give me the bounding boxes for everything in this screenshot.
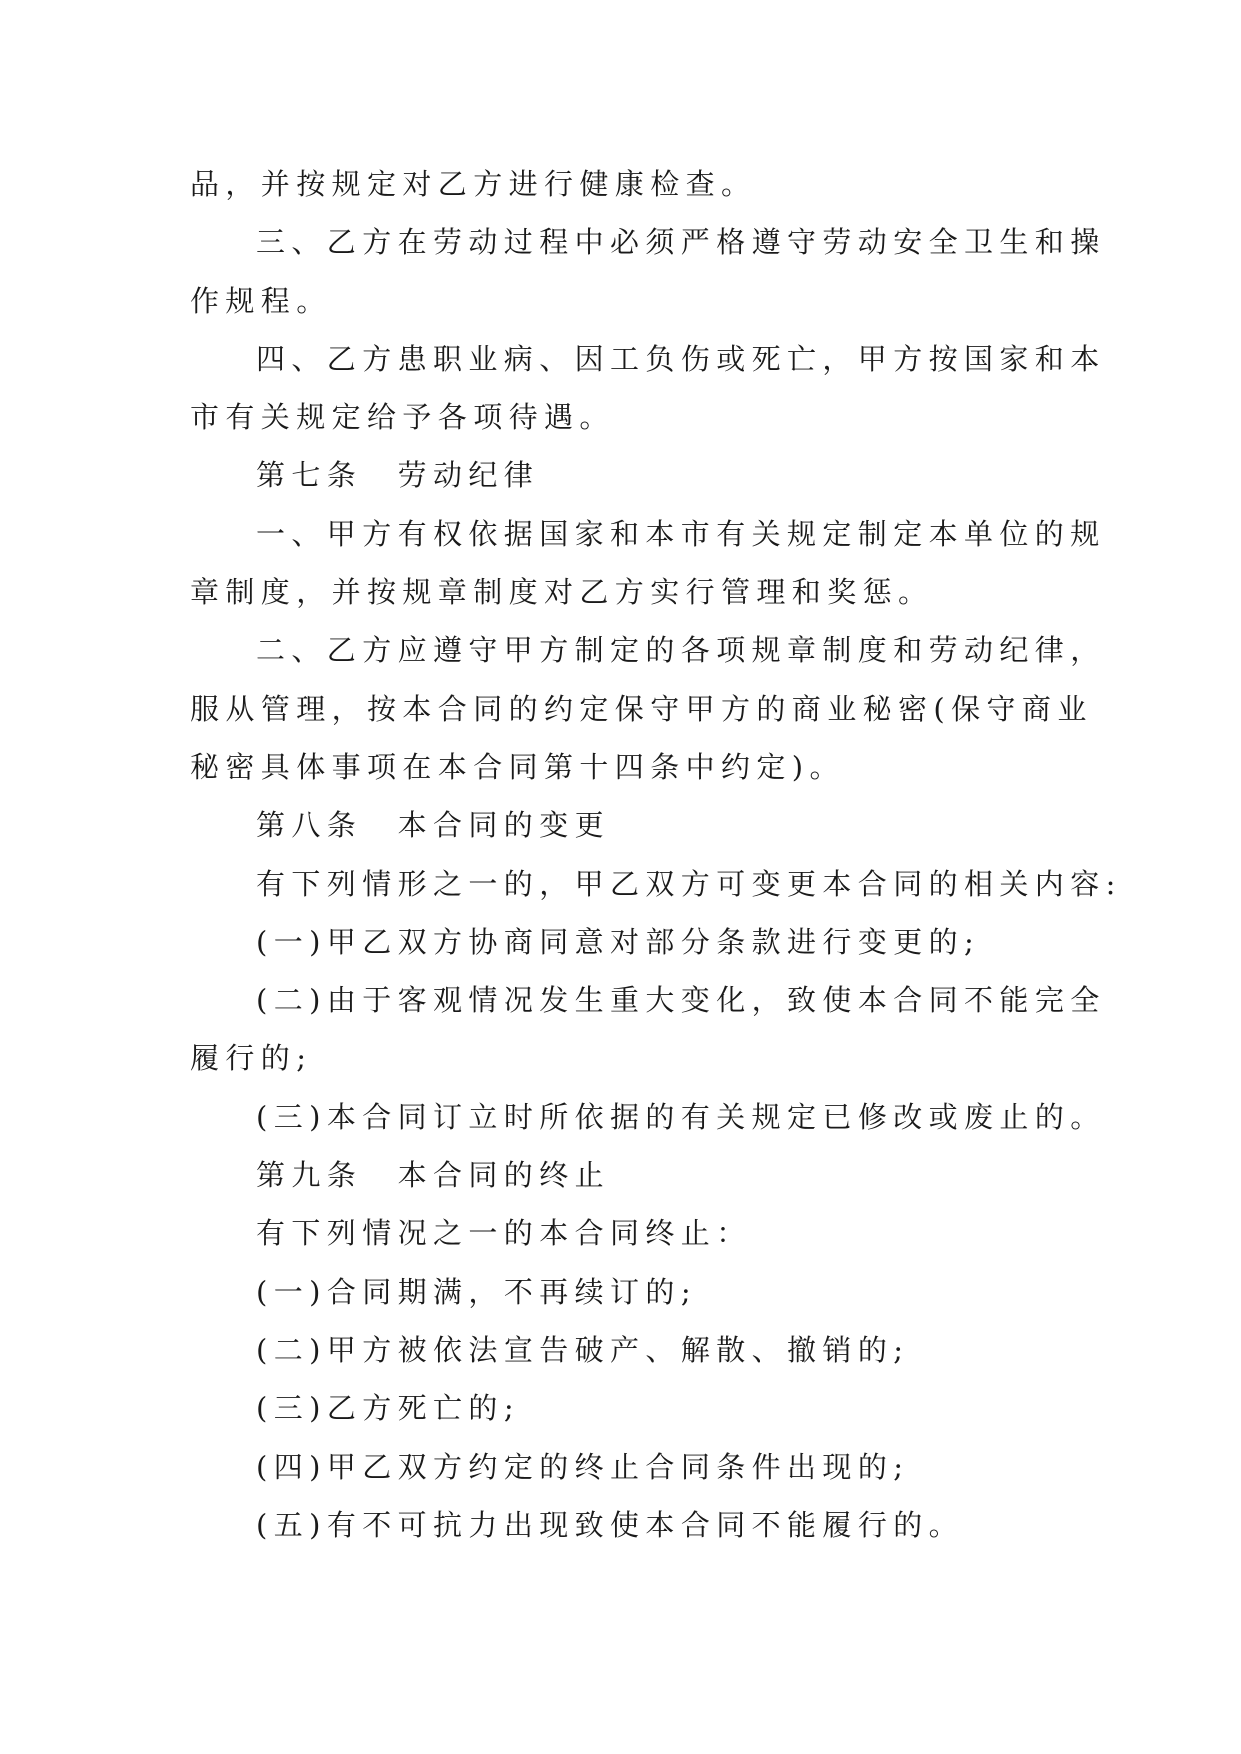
list-item: (三)本合同订立时所依据的有关规定已修改或废止的。	[256, 1099, 1106, 1134]
document-body	[190, 155, 1122, 1554]
article-heading-9: 第九条 本合同的终止	[256, 1158, 611, 1193]
list-item: (三)乙方死亡的;	[256, 1391, 520, 1426]
text-line: 章制度，并按规章制度对乙方实行管理和奖惩。	[190, 575, 934, 610]
list-item: (四)甲乙双方约定的终止合同条件出现的;	[256, 1449, 910, 1484]
clause-line: 三、乙方在劳动过程中必须严格遵守劳动安全卫生和操	[256, 225, 1106, 260]
text-line: 服从管理，按本合同的约定保守甲方的商业秘密(保守商业	[190, 691, 1093, 726]
list-item: (一)合同期满，不再续订的;	[256, 1274, 697, 1309]
list-item: (二)由于客观情况发生重大变化，致使本合同不能完全	[256, 983, 1106, 1018]
text-line: 品，并按规定对乙方进行健康检查。	[190, 167, 757, 201]
text-line: 履行的;	[190, 1041, 313, 1076]
text-line: 作规程。	[190, 283, 332, 318]
clause-line: 一、甲方有权依据国家和本市有关规定制定本单位的规	[256, 516, 1106, 551]
article-heading-8: 第八条 本合同的变更	[256, 808, 611, 843]
list-item: (二)甲方被依法宣告破产、解散、撤销的;	[256, 1332, 910, 1367]
clause-line: 四、乙方患职业病、因工负伤或死亡，甲方按国家和本	[256, 341, 1106, 376]
text-line: 秘密具体事项在本合同第十四条中约定)。	[190, 749, 845, 784]
list-item: (一)甲乙双方协商同意对部分条款进行变更的;	[256, 924, 981, 959]
clause-line: 二、乙方应遵守甲方制定的各项规章制度和劳动纪律，	[256, 633, 1106, 668]
clause-line: 有下列情形之一的，甲乙双方可变更本合同的相关内容:	[256, 866, 1122, 901]
list-item: (五)有不可抗力出现致使本合同不能履行的。	[256, 1507, 965, 1542]
article-heading-7: 第七条 劳动纪律	[256, 458, 540, 493]
clause-line: 有下列情况之一的本合同终止：	[256, 1216, 752, 1251]
text-line: 市有关规定给予各项待遇。	[190, 400, 615, 435]
